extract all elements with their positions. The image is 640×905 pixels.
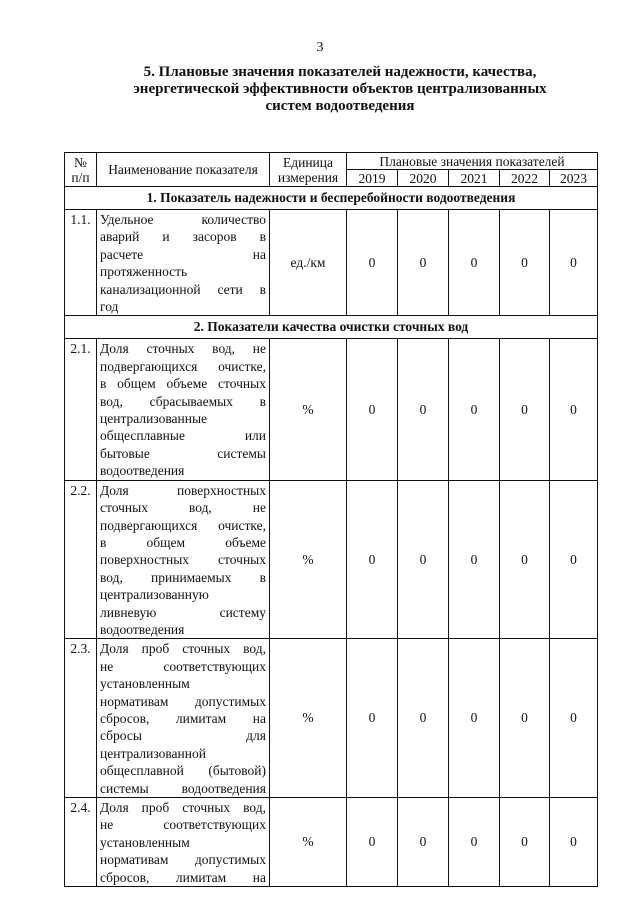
- value-cell: 0: [550, 210, 598, 316]
- indicator-name-line: [100, 745, 266, 762]
- indicator-name-word: поверхностных: [176, 482, 266, 498]
- indicator-name-word: сбрасываемых: [149, 393, 233, 409]
- row-number: 2.3.: [65, 639, 97, 798]
- indicator-name-word: водоотведения: [100, 621, 185, 637]
- indicator-name-line: [100, 621, 266, 638]
- indicator-name-word: сбросы: [100, 728, 142, 744]
- header-row: [65, 153, 598, 170]
- indicator-name-line: [100, 780, 266, 797]
- indicator-name-word: сбросов,: [100, 869, 150, 885]
- row-number: 2.2.: [65, 480, 97, 639]
- indicator-name-word: год: [100, 299, 119, 315]
- indicator-name-line: [100, 762, 266, 779]
- value-cell: 0: [449, 480, 500, 639]
- indicator-name-word: вод,: [100, 393, 123, 409]
- indicator-name-word: централизованную: [100, 587, 209, 603]
- indicator-name-word: общесплавные: [100, 428, 185, 444]
- indicator-name-word: или: [244, 428, 266, 444]
- value-cell: 0: [398, 798, 449, 887]
- value-cell: 0: [550, 480, 598, 639]
- row-number: 2.4.: [65, 798, 97, 887]
- header-name: Наименование показателя: [97, 153, 270, 187]
- indicator-name-word: сточных: [146, 341, 195, 357]
- section-row: [65, 187, 598, 210]
- value-cell: 0: [449, 639, 500, 798]
- header-year: 2021: [449, 170, 500, 187]
- indicator-name-word: соответствующих: [163, 658, 266, 674]
- value-cell: 0: [449, 210, 500, 316]
- indicator-name-line: [100, 675, 266, 692]
- indicator-name-line: [100, 834, 266, 851]
- section-row: [65, 316, 598, 339]
- indicator-name-line: [100, 693, 266, 710]
- indicator-name-word: аварий: [100, 229, 140, 245]
- indicator-name-word: сточных: [218, 376, 266, 392]
- header-unit-line-2: измерения: [277, 169, 339, 185]
- indicator-name-word: не: [100, 817, 114, 833]
- indicator-name-word: на: [252, 710, 266, 726]
- table-row: [65, 339, 598, 480]
- indicator-name-line: [100, 445, 266, 462]
- unit-cell: ед./км: [270, 210, 347, 316]
- value-cell: 0: [550, 798, 598, 887]
- indicator-name-word: засоров: [192, 229, 237, 245]
- indicator-name-word: нормативам: [100, 693, 169, 709]
- indicator-name-word: сточных: [182, 641, 231, 657]
- indicator-name-word: сточных: [218, 552, 266, 568]
- header-num: [65, 153, 97, 187]
- indicator-name-word: в: [259, 569, 266, 585]
- indicator-name-word: Удельное: [100, 212, 154, 227]
- indicator-name-line: [100, 586, 266, 603]
- indicator-name-word: в: [259, 393, 266, 409]
- indicator-name-line: [100, 462, 266, 479]
- value-cell: 0: [550, 339, 598, 480]
- indicator-name-word: допустимых: [194, 693, 266, 709]
- value-cell: 0: [500, 210, 550, 316]
- value-cell: 0: [398, 639, 449, 798]
- indicator-name-word: не: [252, 500, 266, 516]
- value-cell: 0: [500, 639, 550, 798]
- page-number: 3: [316, 40, 324, 55]
- header-num-line-1: №: [74, 154, 87, 170]
- indicator-name-word: общем: [117, 376, 156, 392]
- indicator-name-word: лимитам: [175, 710, 227, 726]
- indicator-name-line: [100, 375, 266, 392]
- indicator-name-line: [100, 640, 266, 657]
- indicator-name-word: бытовые: [100, 445, 150, 461]
- value-cell: 0: [347, 480, 398, 639]
- indicator-name-word: проб: [141, 641, 170, 657]
- indicator-name-word: централизованные: [100, 411, 208, 427]
- indicator-name-line: [100, 482, 266, 499]
- indicator-name-line: [100, 658, 266, 675]
- indicator-name-word: сточных: [182, 800, 231, 815]
- row-number: 1.1.: [65, 210, 97, 316]
- indicator-name-line: [100, 604, 266, 621]
- indicators-table: [64, 152, 598, 887]
- indicator-name-word: Доля: [100, 641, 129, 657]
- indicator-name-word: объеме: [166, 376, 208, 392]
- header-unit-line-1: Единица: [282, 154, 333, 170]
- indicator-name-word: водоотведения: [100, 463, 185, 479]
- indicator-name-word: систему: [219, 604, 266, 620]
- indicator-name-word: установленным: [100, 676, 190, 692]
- indicator-name-word: протяженность: [100, 264, 188, 280]
- table-row: [65, 639, 598, 798]
- indicator-name-word: лимитам: [175, 869, 227, 885]
- value-cell: 0: [347, 639, 398, 798]
- indicator-name-line: [100, 298, 266, 315]
- indicator-name-line: [100, 228, 266, 245]
- indicator-name-word: поверхностных: [100, 552, 190, 568]
- header-year: 2023: [550, 170, 598, 187]
- value-cell: 0: [347, 339, 398, 480]
- indicator-name-word: Доля: [100, 341, 129, 357]
- indicator-name-line: [100, 393, 266, 410]
- indicator-name-word: и: [162, 229, 170, 245]
- unit-cell: %: [270, 798, 347, 887]
- indicator-name-line: [100, 816, 266, 833]
- unit-cell: %: [270, 339, 347, 480]
- indicator-name: [97, 798, 270, 887]
- indicator-name-word: Доля: [100, 482, 129, 498]
- indicator-name-word: на: [252, 869, 266, 885]
- indicator-name-word: системы: [217, 445, 266, 461]
- indicator-name: [97, 639, 270, 798]
- heading-line-2: энергетической эффективности объектов централизованных: [133, 81, 547, 97]
- unit-cell: %: [270, 639, 347, 798]
- table-row: [65, 210, 598, 316]
- indicator-name-line: [100, 246, 266, 263]
- indicator-name-word: в: [259, 229, 266, 245]
- indicator-name-word: расчете: [100, 246, 144, 262]
- indicator-name-word: проб: [141, 800, 170, 815]
- value-cell: 0: [398, 339, 449, 480]
- indicator-name-word: сточных: [100, 500, 148, 516]
- indicator-name-word: водоотведения: [181, 780, 266, 796]
- indicator-name-word: установленным: [100, 834, 190, 850]
- indicator-name-line: [100, 281, 266, 298]
- indicator-name-word: на: [252, 246, 266, 262]
- indicator-name-line: [100, 569, 266, 586]
- indicator-name-word: вод,: [188, 500, 212, 516]
- indicator-name: [97, 339, 270, 480]
- indicator-name-word: вод,: [243, 800, 266, 815]
- indicator-name-line: [100, 851, 266, 868]
- indicator-name-word: вод,: [100, 569, 123, 585]
- indicator-name-word: общем: [146, 534, 186, 550]
- section-title: 2. Показатели качества очистки сточных вод: [65, 316, 598, 339]
- indicator-name-line: [100, 517, 266, 534]
- header-year: 2020: [398, 170, 449, 187]
- indicator-name-word: в: [100, 376, 107, 392]
- indicator-name-word: вод,: [243, 641, 266, 657]
- table-row: [65, 480, 598, 639]
- indicator-name-word: централизованной: [100, 745, 206, 761]
- indicator-name-line: [100, 499, 266, 516]
- value-cell: 0: [550, 639, 598, 798]
- indicator-name-word: не: [100, 658, 114, 674]
- value-cell: 0: [449, 339, 500, 480]
- indicator-name-line: [100, 340, 266, 357]
- indicator-name-line: [100, 869, 266, 886]
- table-row: [65, 798, 598, 887]
- indicator-name-word: подвергающихся: [100, 517, 198, 533]
- indicator-name-word: вод,: [212, 341, 236, 357]
- indicator-name-line: [100, 727, 266, 744]
- value-cell: 0: [398, 480, 449, 639]
- indicator-name-line: [100, 211, 266, 228]
- indicator-name-word: очистке,: [218, 358, 266, 374]
- value-cell: 0: [347, 798, 398, 887]
- header-year: 2019: [347, 170, 398, 187]
- indicator-name-line: [100, 534, 266, 551]
- indicator-name-line: [100, 263, 266, 280]
- indicator-name-word: Доля: [100, 800, 129, 815]
- header-num-line-2: п/п: [71, 169, 90, 185]
- indicator-name-line: [100, 551, 266, 568]
- indicator-name-word: в: [259, 281, 266, 297]
- value-cell: 0: [500, 480, 550, 639]
- indicator-name-word: допустимых: [194, 852, 266, 868]
- value-cell: 0: [398, 210, 449, 316]
- indicator-name-word: не: [252, 341, 266, 357]
- indicator-name-word: общесплавной: [100, 763, 184, 779]
- value-cell: 0: [347, 210, 398, 316]
- indicator-name-word: объеме: [225, 534, 266, 550]
- indicator-name-line: [100, 799, 266, 816]
- indicator-name-word: сети: [217, 281, 243, 297]
- value-cell: 0: [449, 798, 500, 887]
- indicator-name-word: ливневую: [100, 604, 157, 620]
- indicator-name-line: [100, 410, 266, 427]
- indicator-name-word: системы: [100, 780, 149, 796]
- heading-line-1: 5. Плановые значения показателей надежности, качества,: [143, 64, 537, 80]
- indicator-name-word: в: [100, 534, 107, 550]
- heading-line-3: систем водоотведения: [265, 98, 415, 114]
- indicator-name-word: принимаемых: [151, 569, 232, 585]
- indicator-name-word: сбросов,: [100, 710, 150, 726]
- indicator-name-word: нормативам: [100, 852, 169, 868]
- indicator-name-line: [100, 358, 266, 375]
- value-cell: 0: [500, 798, 550, 887]
- value-cell: 0: [500, 339, 550, 480]
- indicator-name-line: [100, 710, 266, 727]
- indicator-name: [97, 210, 270, 316]
- header-year: 2022: [500, 170, 550, 187]
- indicator-name-word: соответствующих: [163, 817, 266, 833]
- header-unit: [270, 153, 347, 187]
- indicator-name-word: канализационной: [100, 281, 201, 297]
- indicator-name-word: количество: [201, 212, 266, 227]
- indicator-name: [97, 480, 270, 639]
- section-heading: [60, 64, 620, 115]
- row-number: 2.1.: [65, 339, 97, 480]
- indicator-name-word: для: [246, 728, 266, 744]
- unit-cell: %: [270, 480, 347, 639]
- indicator-name-word: очистке,: [218, 517, 266, 533]
- header-plan: Плановые значения показателей: [347, 153, 598, 170]
- indicator-name-line: [100, 427, 266, 444]
- section-title: 1. Показатель надежности и бесперебойности водоотведения: [65, 187, 598, 210]
- indicator-name-word: подвергающихся: [100, 358, 198, 374]
- indicator-name-word: (бытовой): [208, 763, 266, 779]
